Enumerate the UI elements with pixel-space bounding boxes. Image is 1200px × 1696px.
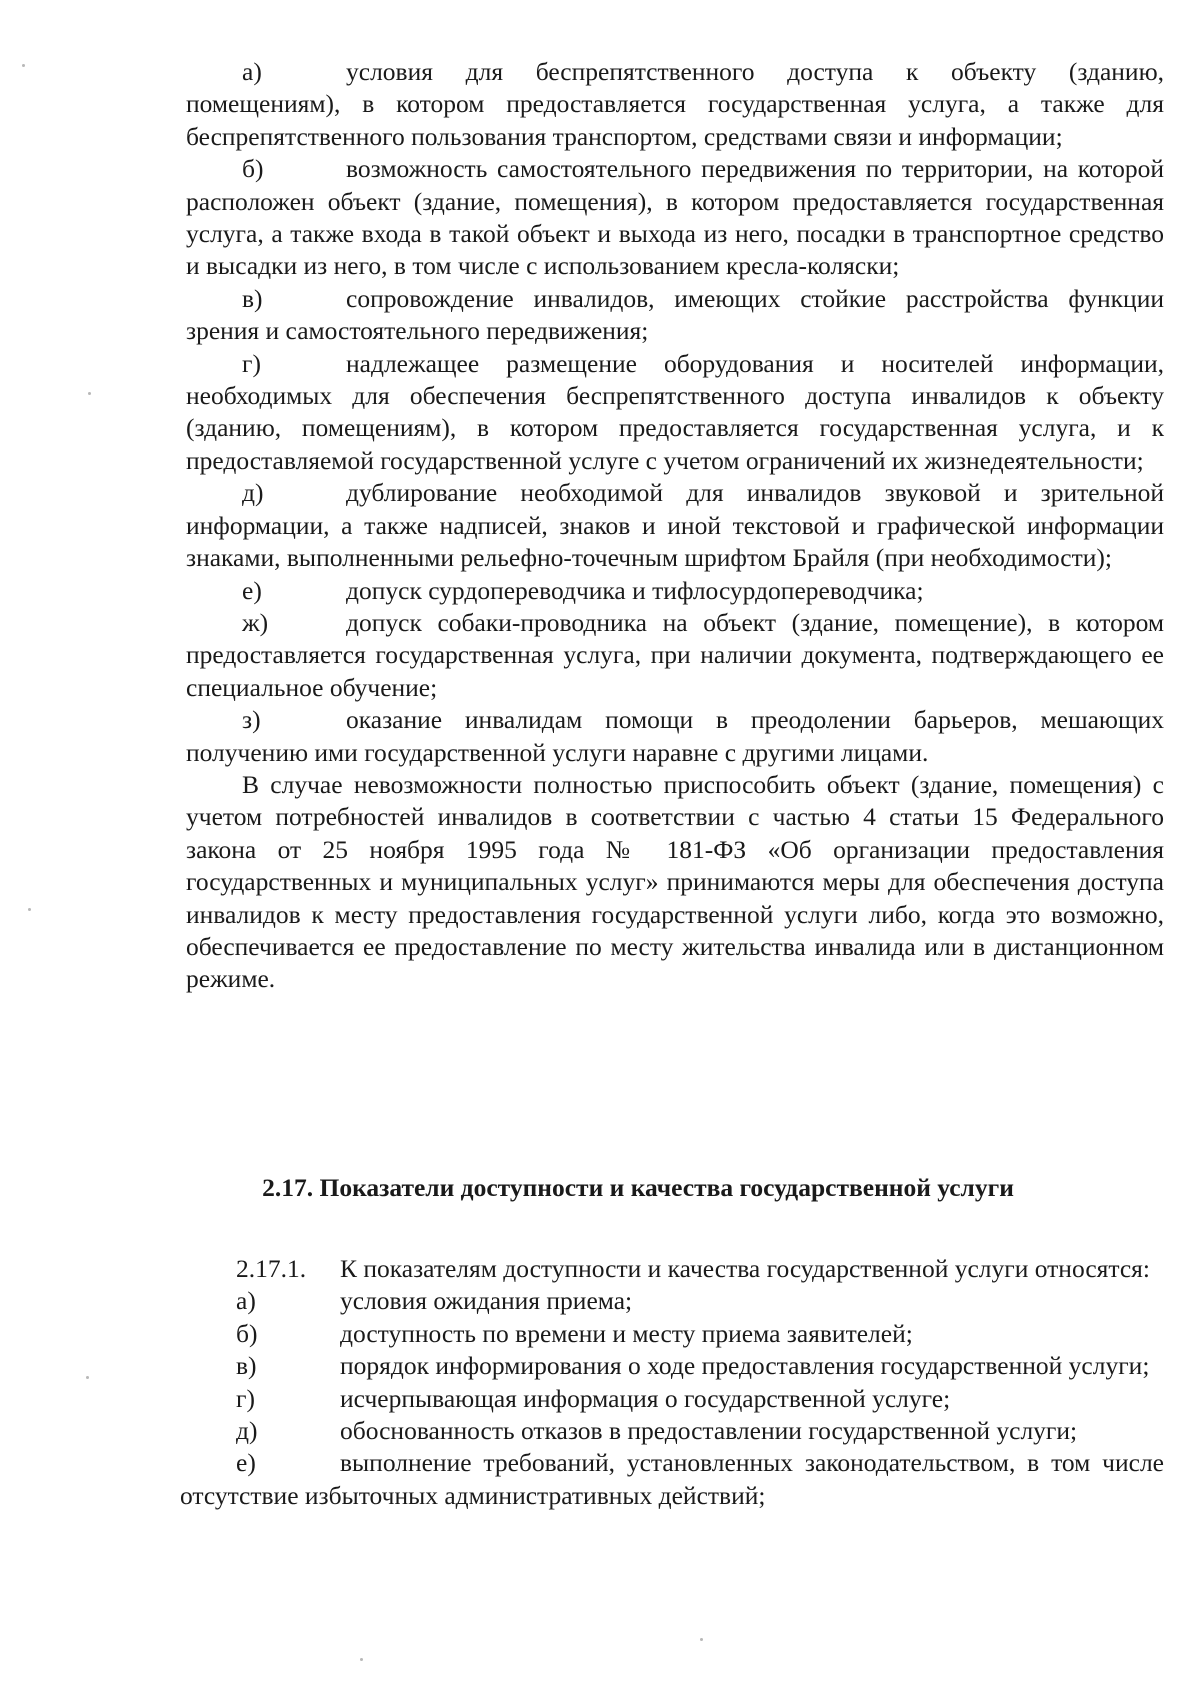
list-item-letter: г): [242, 348, 261, 378]
list-item-letter: д): [242, 478, 264, 508]
subsection-intro-text: К показателям доступности и качества государственной услуги относятся:: [340, 1254, 1150, 1283]
scan-speck: [86, 1376, 89, 1379]
list-item: [180, 1285, 1164, 1317]
list-item-letter: е): [236, 1448, 256, 1478]
list-item: [186, 575, 1164, 607]
list-item: [186, 348, 1164, 478]
scan-speck: [360, 1658, 363, 1661]
body-paragraph: В случае невозможности полностью приспособить объект (здание, помещения) с учетом потребностей инвалидов в соответствии с частью 4 статьи 15 Федерального закона от 25 ноября 1995 года № 181-ФЗ «Об организации предоставления государственных и муниципальных услуг» принимаются меры для обеспечения доступа инвалидов к месту предоставления государственной услуги либо, когда это возможно, обеспечивается ее предоставление по месту жительства инвалида или в дистанционном режиме.: [186, 769, 1164, 994]
list-item: [186, 477, 1164, 574]
section-heading: 2.17. Показатели доступности и качества государственной услуги: [262, 1173, 1014, 1202]
list-item-letter: в): [236, 1351, 257, 1381]
subsection-intro: [180, 1253, 1164, 1285]
list-item-text: доступность по времени и месту приема заявителей;: [340, 1318, 913, 1348]
list-item: [180, 1415, 1164, 1447]
list-item: [186, 704, 1164, 769]
list-item-text: оказание инвалидам помощи в преодолении барьеров, мешающих получению ими государственной услуги наравне с другими лицами.: [186, 705, 1164, 767]
list-item-text: надлежащее размещение оборудования и носителей информации, необходимых для обеспечения беспрепятственного доступа инвалидов к объекту (зданию, помещениям), в котором предоставляется государственная услуга, и к предоставляемой государственной услуге с учетом ограничений их жизнедеятельности;: [186, 348, 1164, 475]
list-item: [180, 1350, 1164, 1382]
list-item: [186, 153, 1164, 283]
quality-indicators-section: [180, 1253, 1164, 1512]
list-item: [186, 283, 1164, 348]
list-item-letter: б): [236, 1318, 258, 1348]
list-item-text: возможность самостоятельного передвижения по территории, на которой расположен объект (здание, помещения), в котором предоставляется государственная услуга, а также входа в такой объект и выхода из него, посадки в транспортное средство и высадки из него, в том числе с использованием кресла-коляски;: [186, 154, 1164, 281]
list-item-text: порядок информирования о ходе предоставления государственной услуги;: [340, 1351, 1150, 1381]
list-item-letter: а): [242, 57, 262, 86]
list-item-text: условия ожидания приема;: [340, 1286, 633, 1316]
list-item-text: допуск сурдопереводчика и тифлосурдопереводчика;: [346, 575, 924, 605]
list-item-text: обоснованность отказов в предоставлении государственной услуги;: [340, 1416, 1078, 1446]
list-item-letter: д): [236, 1416, 258, 1446]
list-item-text: дублирование необходимой для инвалидов звуковой и зрительной информации, а также надписей, знаков и иной текстовой и графической информации знаками, выполненными рельефно-точечным шрифтом Брайля (при необходимости);: [186, 478, 1164, 573]
accessibility-conditions-section: [186, 56, 1164, 996]
list-item-letter: ж): [242, 607, 269, 637]
list-item-text: сопровождение инвалидов, имеющих стойкие расстройства функции зрения и самостоятельного передвижения;: [186, 283, 1164, 346]
list-item: [180, 1383, 1164, 1415]
list-item-text: допуск собаки-проводника на объект (здание, помещение), в котором предоставляется государственная услуга, при наличии документа, подтверждающего ее специальное обучение;: [186, 607, 1164, 702]
list-item: [180, 1447, 1164, 1512]
list-item-letter: з): [242, 705, 261, 735]
list-item-letter: а): [236, 1286, 256, 1316]
scan-speck: [28, 908, 31, 911]
list-item-letter: г): [236, 1383, 255, 1413]
list-item-letter: е): [242, 575, 262, 605]
scan-speck: [22, 64, 25, 67]
scan-speck: [88, 392, 91, 395]
scan-speck: [700, 1638, 703, 1641]
list-item: [186, 56, 1164, 153]
subsection-number: 2.17.1.: [236, 1254, 307, 1283]
list-item: [186, 607, 1164, 704]
list-item-letter: б): [242, 154, 264, 184]
list-item: [180, 1318, 1164, 1350]
list-item-text: выполнение требований, установленных законодательством, в том числе отсутствие избыточных административных действий;: [180, 1448, 1164, 1510]
list-item-text: исчерпывающая информация о государственной услуге;: [340, 1383, 951, 1413]
list-item-text: условия для беспрепятственного доступа к объекту (зданию, помещениям), в котором предоставляется государственная услуга, а также для беспрепятственного пользования транспортом, средствами связи и информации;: [186, 57, 1164, 151]
list-item-letter: в): [242, 283, 263, 313]
